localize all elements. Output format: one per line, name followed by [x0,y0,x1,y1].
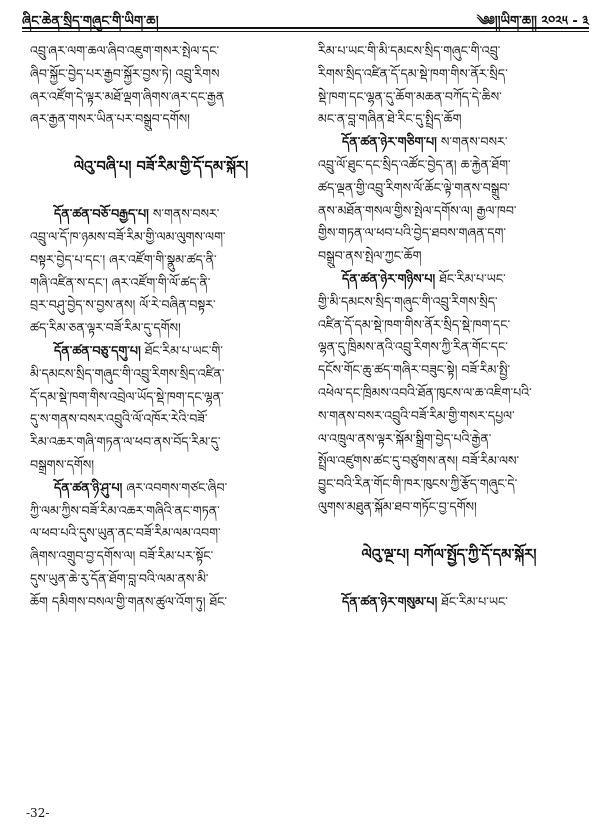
text-line: བྱུང་བའི་རིན་གོང་གི་ཁར་ཁུངས་ཀྱི་རྩོད་གཞུང་དེ་ [318,476,518,492]
article-text: ཐོང་རིམ་པ་ཡང་གི་ [140,342,223,358]
text-line: མང་ན་བླ་གཞིན་ཐེ་རིང་དུ་སྤྲིད་ཆོག [318,111,462,127]
chapter-heading: ལེའུ་ལྔ་པ། བཀོལ་སྤྱོད་ཀྱི་དོ་དམ་སྐོར། [361,546,537,563]
text-line: ནས་མཐོན་གསལ་གྱིས་སྤེལ་དགོས་ལ། རྒྱལ་ཁབ་ [318,202,517,218]
text-line: དུས་ཡུན་ཆེ་རུ་དོན་ཐོག་བླ་བའི་ལམ་ནས་མི་ [30,570,209,586]
text-line: འཛིན་དོ་དམ་སྡེ་ཁག་གིས་ནོར་སྲིད་སྡེ་ཁག་དང་ [318,316,511,332]
text-line [318,268,580,291]
text-line: འབྲུ་ཞར་ལག་ཆལ་ཞིབ་འཇུག་གསར་སྤེལ་དང་ [30,43,220,58]
text-line: ཞར་རྒྱན་གསར་ཡིན་པར་བསྒྲུབ་དགོས། [30,111,190,127]
article-label: དོན་ཚན་བཅོ་བརྒྱད་པ། [54,206,149,222]
article-label: དོན་ཚན་བཅུ་དགུ་པ། [54,342,141,358]
text-line: འཕེལ་དང་ཁྲིམས་འབའི་ཐོན་ཁུངས་ལ་ཆ་འཇིག་པའི་ [318,384,532,400]
article-text: ཐོང་རིམ་པ་ཡང་ [435,270,506,286]
chapter-heading: ལེའུ་བཞི་པ། བཟོ་རིམ་གྱི་དོ་དམ་སྐོར། [73,159,249,176]
text-line: གྱི་མི་དམངས་སྲིད་གཞུང་གི་འབྲུ་རིགས་སྲིད་ [318,293,498,309]
article-text: ས་གནས་བསར་ [148,206,220,222]
text-line: ལ་འཁྲུལ་ནས་ལྟར་སྐོམ་སྒྲིག་བྱེད་པའི་རྒྱེན་ [318,430,492,446]
left-column [30,40,292,800]
paragraph [30,40,292,131]
text-line: བསྒྲགས་དགོས། [30,456,95,472]
text-line: ལ་ཕབ་པའི་དུས་ཡུན་ནང་བཟོ་རིམ་ལམ་འབག་ [30,525,221,541]
header-rule-thin [22,31,589,32]
article-paragraph [30,477,292,614]
text-line: རིམ་པ་ཡང་གི་མི་དམངས་སྲིད་གཞུང་གི་འབྲུ་ [318,43,501,58]
right-column [318,40,580,800]
page-number: -32- [26,806,50,820]
text-line: དུ་ས་གནས་བསར་འབྲུའི་ལོ་འཁོར་རེའི་བཟོ་ [30,411,208,427]
article-text: ཐོང་རིམ་པ་ཡང་ [437,593,508,609]
text-line: ཆོག དམིགས་བསལ་གྱི་གནས་ཚུལ་འོག་ཏུ། ཐོང་ [30,593,228,609]
article-paragraph [318,268,580,519]
running-header [0,0,611,36]
text-line: སྡེ་ཁག་དང་ལྷན་དུ་ཆོག་མཆན་བཀོད་དེ་ཆིས་ [318,88,502,104]
article-label: དོན་ཚན་ཉེར་གསུམ་པ། [342,593,438,609]
text-line: ཀྱི་ལམ་ཀྱིས་བཟོ་རིམ་འཆར་གཞིའི་ནང་གཏན་ [30,502,220,518]
article-text: ས་གནས་བསར་ [436,134,508,150]
text-line: ཞིགས་འགྲུབ་བྱ་དགོས་ལ། བཟོ་རིམ་པར་སྟོང་ [30,548,214,564]
text-line: དངོས་གོང་ཆུ་ཚད་གཞིར་བཟུང་སྟེ། བཟོ་རིམ་སྤྱི་ [318,362,511,378]
article-text: ཞར་འབགས་གཙང་ཞིབ་ [122,479,228,495]
text-line: གྱིས་གཏན་ལ་ཕབ་པའི་བྱེད་ཐབས་གཞན་དག་ [318,225,507,241]
text-line [318,131,580,154]
text-line: རིམ་འཆར་གཞི་གཏན་ལ་ཕབ་ནས་བོད་རིམ་དུ་ [30,434,221,450]
paragraph [318,40,580,131]
text-line: ཚད་ལྡན་གྱི་འབྲུ་རིགས་ལོ་ཆོང་ལྟེ་གནས་བསྒྲུབ་ [318,179,510,195]
article-label: དོན་ཚན་ཉེར་གཉིས་པ། [342,270,436,286]
article-paragraph [30,340,292,477]
text-line: འབྲུ་ལ་དོ་ཁ་ཉམས་བཟོ་རིམ་གྱི་ལམ་ལུགས་ལག་ [30,228,226,244]
text-line: བསྟར་བྱེད་པ་དང་། ཞར་འཛོག་གི་སྣུམ་ཚད་ནི་ [30,251,217,267]
article-paragraph [318,591,580,614]
text-line: གཞི་འཛིན་ས་དང་། ཞར་འཛོག་གི་ལོ་ཚད་ནི་ [30,274,211,290]
text-line: ས་གནས་བསར་འབྲུའི་བཟོ་རིམ་གྱི་གསར་དཔྱལ་ [318,407,515,423]
text-line: མི་དམངས་སྲིད་གཞུང་གི་འབྲུ་རིགས་སྲིད་འཛིན་ [30,365,225,381]
text-line: ཞར་འཛོག་དེ་ལྟར་མཐོ་ལྡག་ཞིགས་ཞར་དང་རྒྱན [30,88,225,104]
article-label: དོན་ཚན་ཉེར་གཅིག་པ། [342,134,437,150]
header-left-title: ཞིང་ཆེན་སྲིད་གཞུང་གི་ཡིག་ཆ། [22,14,159,29]
text-line [30,477,292,500]
text-line: སྤྲོལ་འཛུགས་ཚང་དུ་བཙུགས་ནས། བཟོ་རིམ་ལས་ [318,453,520,469]
text-line: ལྷན་དུ་ཁྲིམས་ནའི་འབྲུ་རིགས་ཀྱི་རིན་གོང་དང་ [318,339,508,355]
text-line: དོ་དམ་སྡེ་ཁག་གིས་འབྲེལ་ཡོད་སྡེ་ཁག་དང་ལྷན་ [30,388,224,404]
text-line [318,591,580,614]
header-rule-thick [22,27,589,29]
text-line: བསྒྲུབ་ནས་སྤེལ་ཀྱང་ཆོག [318,248,422,264]
text-line [30,340,292,363]
text-line: ཞིབ་སྐྱོང་བྱེད་པར་རྒྱབ་སྐྱོར་བྱས་ཏེ། འབྲུ་རིགས [30,65,220,81]
text-line: བྲར་བཤུ་བྱེད་ས་བྱས་ནས། ལོ་རེ་བཞིན་བསྟར་ [30,297,216,313]
text-line: འབྲུ་ལོ་ཐུང་དང་སྲིད་འཚོང་བྱེད་ན། ཆ་རྐྱེན་ཐོག་ [318,156,511,172]
header-right-issue: ༄༅།།ཡིག་ཆ།། ༢༠༢༥ - ༣ [476,14,589,29]
text-line [30,203,292,226]
text-line: ལུགས་མཐུན་སྐོམ་ཐབ་གཏོང་བྱ་དགོས། [318,498,477,514]
article-label: དོན་ཚན་ཉི་ཤུ་པ། [54,479,123,495]
text-line: ཚད་རིམ་ཅན་ལྟར་བཟོ་རིམ་དུ་དགོས། [30,320,181,336]
article-paragraph [30,203,292,340]
article-paragraph [318,131,580,268]
text-line: རིགས་སྲིད་འཛིན་དོ་དམ་སྡེ་ཁག་གིས་ནོར་སྲིད་ [318,65,508,81]
